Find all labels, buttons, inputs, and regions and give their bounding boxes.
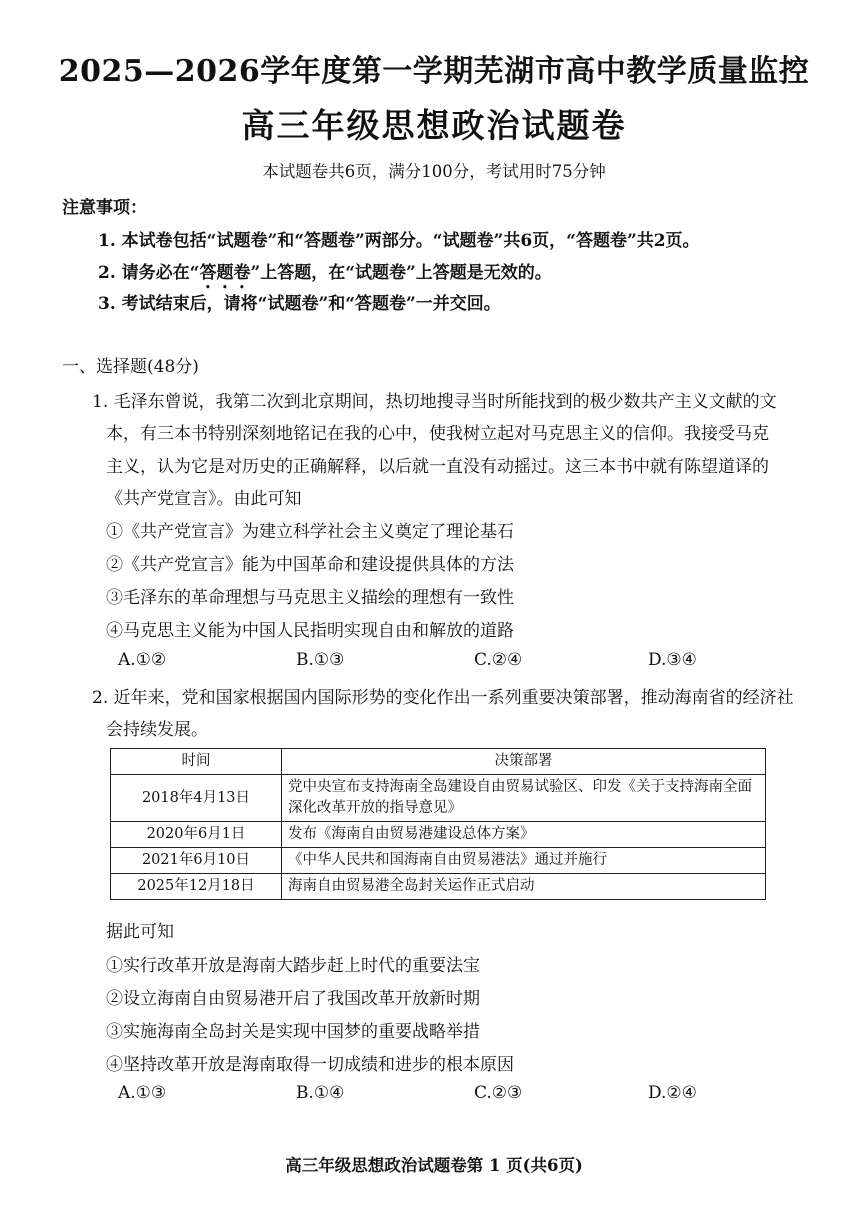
q2-option-a[interactable]: A.①③	[118, 1083, 167, 1103]
q2-option-b[interactable]: B.①④	[296, 1083, 345, 1103]
q1-statement-1: ①《共产党宣言》为建立科学社会主义奠定了理论基石	[106, 522, 514, 542]
table-cell-decision: 党中央宣布支持海南全岛建设自由贸易试验区、印发《关于支持海南全面深化改革开放的指导意见》	[282, 775, 766, 822]
q2-stem-line-2: 会持续发展。	[106, 720, 208, 740]
table-row	[111, 775, 766, 822]
section-heading: 一、选择题(48分)	[62, 357, 199, 377]
q1-stem-line-3: 主义，认为它是对历史的正确解释，以后就一直没有动摇过。这三本书中就有陈望道译的	[106, 457, 769, 477]
table-row	[111, 874, 766, 900]
q1-option-c[interactable]: C.②④	[474, 650, 523, 670]
q2-statement-3: ③实施海南全岛封关是实现中国梦的重要战略举措	[106, 1022, 480, 1042]
exam-paper-title: 高三年级思想政治试题卷	[241, 106, 627, 145]
q2-statement-1: ①实行改革开放是海南大踏步赶上时代的重要法宝	[106, 956, 480, 976]
table-cell-decision: 发布《海南自由贸易港建设总体方案》	[282, 822, 766, 848]
q1-option-d[interactable]: D.③④	[648, 650, 697, 670]
q2-option-d[interactable]: D.②④	[648, 1083, 697, 1103]
exam-info: 本试题卷共6页，满分100分，考试用时75分钟	[262, 162, 606, 181]
exam-series-title: 2025—2026学年度第一学期芜湖市高中教学质量监控	[58, 54, 810, 89]
table-row	[111, 848, 766, 874]
notes-heading: 注意事项：	[62, 198, 147, 218]
table-cell-decision: 海南自由贸易港全岛封关运作正式启动	[282, 874, 766, 900]
table-header-time: 时间	[111, 749, 282, 775]
table-cell-date: 2018年4月13日	[111, 775, 282, 822]
note-item-2: 2. 请务必在“答题卷”上答题，在“试题卷”上答题是无效的。	[98, 263, 552, 283]
table-cell-date: 2025年12月18日	[111, 874, 282, 900]
q1-stem-line-1: 1. 毛泽东曾说，我第二次到北京期间，热切地搜寻当时所能找到的极少数共产主义文献的文	[92, 392, 777, 412]
note-item-1: 1. 本试卷包括“试题卷”和“答题卷”两部分。“试题卷”共6页，“答题卷”共2页。	[98, 231, 700, 251]
q2-stem-line-1: 2. 近年来，党和国家根据国内国际形势的变化作出一系列重要决策部署，推动海南省的经济社	[92, 688, 794, 708]
policy-timeline-table	[110, 748, 766, 900]
emphasized-answer-sheet: 答题卷	[199, 263, 251, 283]
q1-statement-4: ④马克思主义能为中国人民指明实现自由和解放的道路	[106, 621, 514, 641]
q1-option-a[interactable]: A.①②	[118, 650, 167, 670]
q2-prompt: 据此可知	[106, 922, 174, 942]
q2-statement-4: ④坚持改革开放是海南取得一切成绩和进步的根本原因	[106, 1055, 514, 1075]
table-header-row	[111, 749, 766, 775]
table-cell-decision: 《中华人民共和国海南自由贸易港法》通过并施行	[282, 848, 766, 874]
q1-option-b[interactable]: B.①③	[296, 650, 345, 670]
q2-option-c[interactable]: C.②③	[474, 1083, 523, 1103]
table-cell-date: 2021年6月10日	[111, 848, 282, 874]
table-header-decision: 决策部署	[282, 749, 766, 775]
q2-statement-2: ②设立海南自由贸易港开启了我国改革开放新时期	[106, 989, 480, 1009]
q1-stem-line-2: 本，有三本书特别深刻地铭记在我的心中，使我树立起对马克思主义的信仰。我接受马克	[106, 424, 769, 444]
table-cell-date: 2020年6月1日	[111, 822, 282, 848]
q1-stem-line-4: 《共产党宣言》。由此可知	[106, 489, 302, 509]
q1-statement-2: ②《共产党宣言》能为中国革命和建设提供具体的方法	[106, 555, 514, 575]
page-footer: 高三年级思想政治试题卷第 1 页(共6页)	[285, 1156, 583, 1175]
q1-statement-3: ③毛泽东的革命理想与马克思主义描绘的理想有一致性	[106, 588, 514, 608]
note-item-3: 3. 考试结束后，请将“试题卷”和“答题卷”一并交回。	[98, 294, 501, 314]
table-row	[111, 822, 766, 848]
